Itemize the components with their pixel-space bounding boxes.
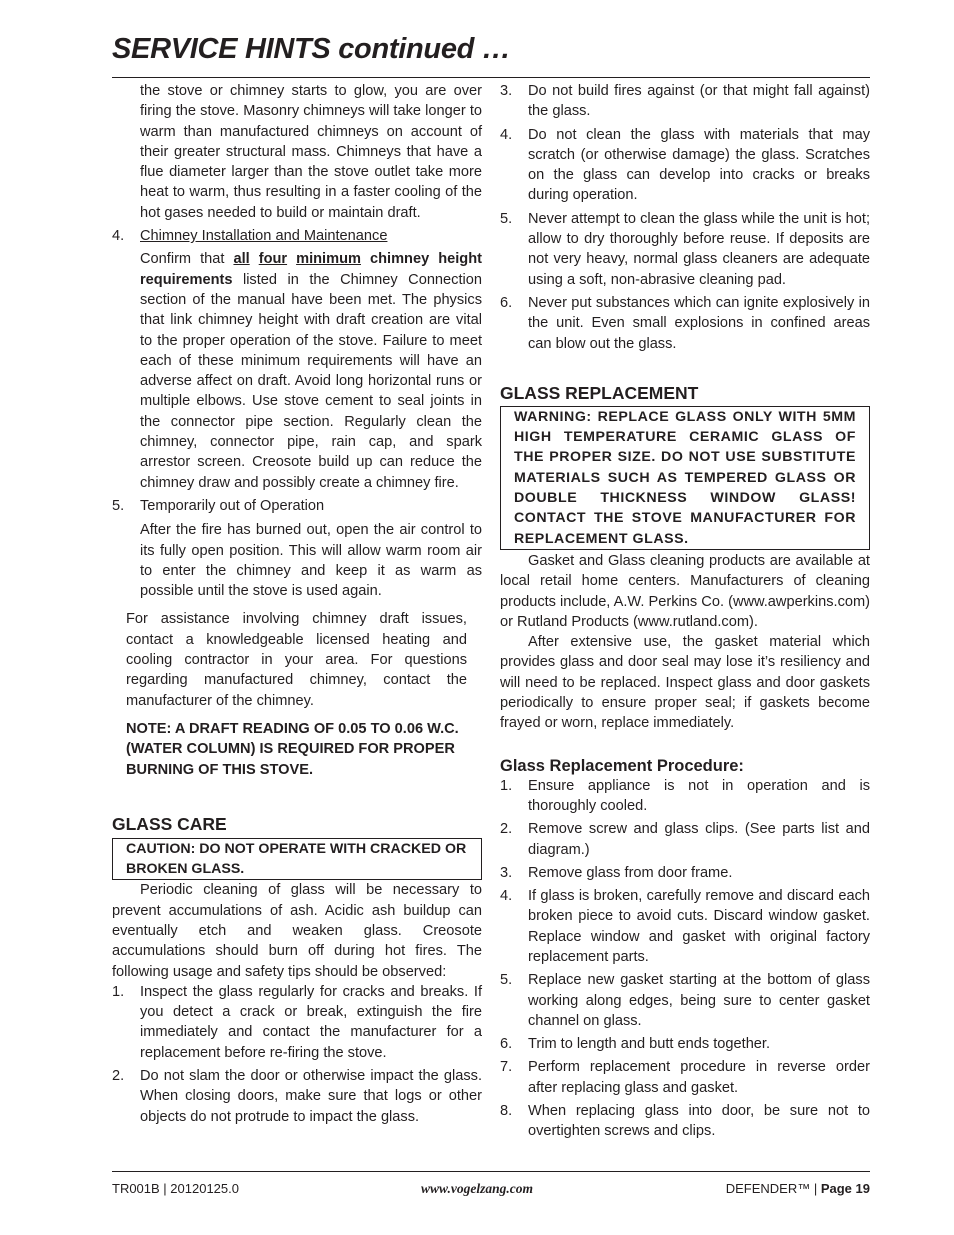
list-item: [112, 1066, 482, 1127]
item-number: 2.: [112, 1068, 125, 1085]
emphasis-all: all: [233, 251, 250, 268]
item-title: Chimney Installation and Maintenance: [140, 228, 388, 245]
list-item: [500, 81, 870, 122]
out-of-operation-paragraph: After the fire has burned out, open the air control to its fully open position. This will allow warm room air to enter the chimney and keep it as warm as possible until the stove is used again.: [140, 522, 482, 600]
emphasis-chimney-height: chimney height requirements: [140, 251, 482, 288]
list-item: [500, 1101, 870, 1142]
item-text: If glass is broken, carefully remove and discard each broken piece to avoid cuts. Discard window gasket. Replace window and gasket with original factory replacement parts.: [528, 888, 870, 965]
list-item: [500, 819, 870, 860]
item-number: 5.: [112, 497, 125, 514]
item-number: 4.: [500, 888, 513, 905]
page-title: SERVICE HINTS continued …: [112, 33, 511, 65]
footer-page-info: [726, 1181, 870, 1196]
glass-care-intro: Periodic cleaning of glass will be necessary to prevent accumulations of ash. Acidic ash buildup can eventually etch and weaken glass. Creosote accumulations should burn off during hot fires. The following usage and safety tips should be observed:: [112, 882, 482, 980]
footer-rule: [112, 1171, 870, 1172]
item-number: 8.: [500, 1103, 513, 1120]
continued-paragraph: the stove or chimney starts to glow, you are over firing the stove. Masonry chimneys will take longer to warm than manufactured chimneys on account of their greater structural mass. Chimneys that have a flue diameter larger than the stove outlet take more heat to warm, thus resulting in a faster cooling of the hot gases needed to build or maintain draft.: [140, 83, 482, 221]
footer-page-number: Page 19: [820, 1181, 870, 1196]
item-text: Do not slam the door or otherwise impact the glass. When closing doors, make sure that logs or other objects do not protrude to impact the glass.: [140, 1068, 482, 1125]
glass-care-list: [112, 982, 482, 1127]
draft-note: NOTE: A DRAFT READING OF 0.05 TO 0.06 W.C. (WATER COLUMN) IS REQUIRED FOR PROPER BURNING OF THIS STOVE.: [126, 720, 459, 778]
item-text: Ensure appliance is not in operation and is thoroughly cooled.: [528, 777, 870, 814]
header-rule: [112, 77, 870, 78]
list-item: [500, 125, 870, 206]
item-number: 5.: [500, 210, 513, 227]
glass-replacement-heading: GLASS REPLACEMENT: [500, 382, 699, 403]
procedure-list: [500, 776, 870, 1142]
list-item: [500, 1034, 870, 1054]
item-text: Remove screw and glass clips. (See parts list and diagram.): [528, 821, 870, 858]
item-text: Never attempt to clean the glass while the unit is hot; allow to dry thoroughly before reuse. If deposits are not very heavy, normal glass cleaners are adequate using a soft, non-abrasive cleaning pad.: [528, 210, 870, 288]
right-column: [500, 80, 870, 1142]
footer-url: www.vogelzang.com: [420, 1181, 533, 1196]
item-number: 2.: [500, 821, 513, 838]
item-number: 5.: [500, 972, 513, 989]
item-title: Temporarily out of Operation: [140, 497, 325, 514]
item-number: 7.: [500, 1059, 513, 1076]
item-number: 4.: [112, 228, 125, 245]
item-text: Do not clean the glass with materials that may scratch (or otherwise damage) the glass. Scratches on the glass can develop into cracks or breaks during operation.: [528, 126, 870, 204]
emphasis-minimum: minimum: [296, 251, 361, 268]
item-text: Do not build fires against (or that might fall against) the glass.: [528, 83, 870, 120]
list-item: [500, 1057, 870, 1098]
list-item: [500, 970, 870, 1031]
item-text: Replace new gasket starting at the bottom of glass working along edges, being sure to center gasket channel on glass.: [528, 972, 870, 1029]
glass-care-list-continued: [500, 81, 870, 354]
item-text: Inspect the glass regularly for cracks and breaks. If you detect a crack or break, extinguish the fire immediately and contact the manufacturer for a replacement before re-firing the stove.: [140, 983, 482, 1061]
list-item: [500, 209, 870, 290]
cleaning-products-paragraph: Gasket and Glass cleaning products are available at local retail home centers. Manufacturers of cleaning products include, A.W. Perkins Co. (www.awperkins.com) or Rutland Products (www.rutland.com).: [500, 552, 870, 630]
text-run: listed in the Chimney Connection section of the manual have been met. The physics that link chimney height with draft creation are vital to the proper operation of the stove. Failure to meet each of these minimum requirements will have an adverse affect on draft. Avoid long horizontal runs or multiple elbows. Use stove cement to seal joints in the connector pipe section. Regularly clean the chimney, connector pipe, rain cap, and spark arrestor screen. Creosote build up can reduce the chimney draw and possibly create a chimney fire.: [140, 271, 482, 491]
list-item: [500, 776, 870, 817]
item-text: Perform replacement procedure in reverse order after replacing glass and gasket.: [528, 1059, 870, 1096]
warning-box: WARNING: REPLACE GLASS ONLY WITH 5MM HIGH TEMPERATURE CERAMIC GLASS OF THE PROPER SIZE. DO NOT USE SUBSTITUTE MATERIALS SUCH AS TEMPERED GLASS OR DOUBLE THICKNESS WINDOW GLASS! CONTACT THE STOVE MANUFACTURER FOR REPLACEMENT GLASS.: [500, 406, 870, 550]
gasket-paragraph: After extensive use, the gasket material which provides glass and door seal may lose it’s resiliency and will need to be replaced. Inspect glass and door gaskets periodically to ensure proper seal; if gaskets become frayed or worn, replace immediately.: [500, 634, 870, 732]
item-number: 3.: [500, 83, 513, 99]
item-number: 6.: [500, 1036, 513, 1053]
list-item: [500, 863, 870, 883]
item-number: 1.: [500, 777, 513, 794]
item-text: Trim to length and butt ends together.: [528, 1036, 771, 1053]
footer-product: DEFENDER™ |: [725, 1181, 821, 1196]
item-number: 6.: [500, 294, 513, 311]
item-chimney-installation: [112, 226, 482, 246]
emphasis-four: four: [258, 251, 288, 268]
text-run: Confirm that: [140, 251, 234, 268]
glass-care-heading: GLASS CARE: [112, 813, 227, 834]
item-text: When replacing glass into door, be sure not to overtighten screws and clips.: [528, 1103, 870, 1140]
list-item: [500, 886, 870, 967]
left-column: [112, 80, 482, 1127]
item-number: 3.: [500, 864, 513, 881]
list-item: [500, 293, 870, 354]
item-text: Never put substances which can ignite explosively in the unit. Even small explosions in confined areas can blow out the glass.: [528, 294, 870, 352]
procedure-heading: Glass Replacement Procedure:: [500, 756, 744, 775]
list-item: [112, 982, 482, 1063]
item-text: Remove glass from door frame.: [528, 864, 733, 881]
footer-doc-id: TR001B | 20120125.0: [112, 1181, 239, 1196]
item-temporarily-out: [112, 496, 482, 516]
item-number: 4.: [500, 126, 513, 143]
item-number: 1.: [112, 983, 125, 1000]
caution-box: CAUTION: DO NOT OPERATE WITH CRACKED OR BROKEN GLASS.: [112, 838, 482, 881]
chimney-requirements-paragraph: [112, 249, 482, 493]
assistance-paragraph: For assistance involving chimney draft issues, contact a knowledgeable licensed heating and cooling contractor in your area. For questions regarding manufactured chimney, contact the manufacturer of the chimney.: [126, 611, 467, 709]
